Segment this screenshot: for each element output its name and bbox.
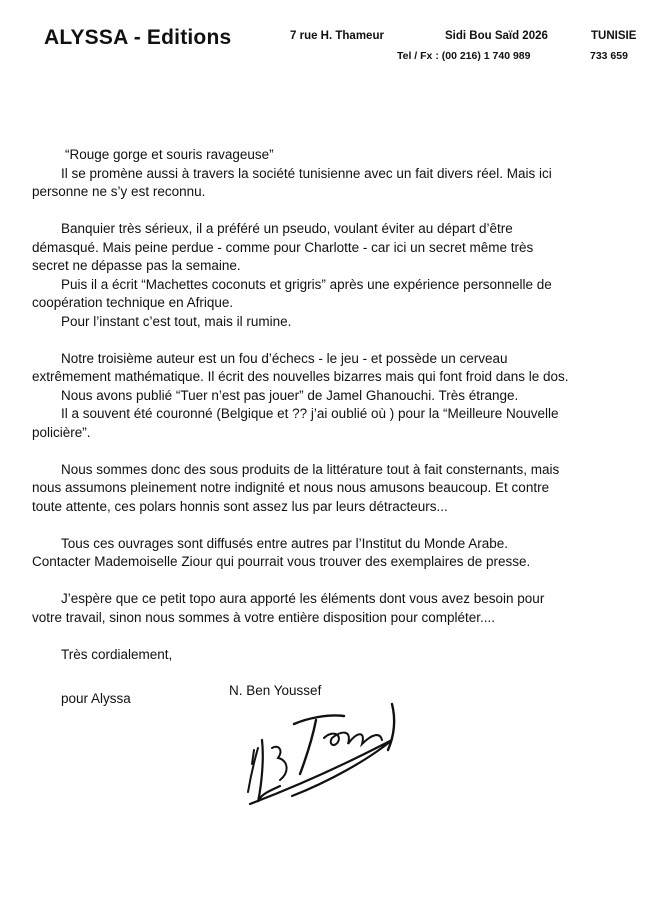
handwritten-signature xyxy=(232,700,412,820)
body-line: Puis il a écrit “Machettes coconuts et grigris” après une expérience personnelle de xyxy=(61,276,552,292)
body-line: Nous avons publié “Tuer n’est pas jouer” de Jamel Ghanouchi. Très étrange. xyxy=(61,387,519,403)
letterhead-city: Sidi Bou Saïd 2026 xyxy=(445,30,548,42)
letterhead-address: 7 rue H. Thameur xyxy=(290,30,384,42)
body-line: Contacter Mademoiselle Ziour qui pourrait vous trouver des exemplaires de presse. xyxy=(32,554,531,569)
letterhead-fax-second: 733 659 xyxy=(590,50,628,62)
body-line: Nous sommes donc des sous produits de la littérature tout à fait consternants, mais xyxy=(61,461,560,477)
body-line: Banquier très sérieux, il a préféré un pseudo, voulant éviter au départ d’être xyxy=(61,221,513,236)
body-line: démasqué. Mais peine perdue - comme pour Charlotte - car ici un secret même très xyxy=(32,239,534,255)
body-line: nous assumons pleinement notre indignité et nous nous amusons beaucoup. Et contre xyxy=(32,480,550,495)
body-line: Il a souvent été couronné (Belgique et ?? j’ai oublié où ) pour la “Meilleure Nouvelle xyxy=(61,406,559,421)
body-line: personne ne s’y est reconnu. xyxy=(32,184,206,199)
body-line: toute attente, ces polars honnis sont assez lus par leurs détracteurs... xyxy=(32,498,448,514)
body-line: policière”. xyxy=(32,424,91,440)
letterhead-country: TUNISIE xyxy=(591,30,637,42)
body-line: J’espère que ce petit topo aura apporté les éléments dont vous avez besoin pour xyxy=(61,591,545,606)
letterhead-brand: ALYSSA - Editions xyxy=(44,26,232,49)
letter-body xyxy=(32,146,660,664)
body-line: secret ne dépasse pas la semaine. xyxy=(32,258,241,273)
body-line: extrêmement mathématique. Il écrit des nouvelles bizarres mais qui font froid dans le dos. xyxy=(32,369,569,384)
signature-name: N. Ben Youssef xyxy=(229,683,322,698)
body-line: coopération technique en Afrique. xyxy=(32,295,234,310)
signature-company: pour Alyssa xyxy=(61,691,131,706)
body-line: Pour l’instant c’est tout, mais il rumine. xyxy=(61,313,292,329)
body-line: Notre troisième auteur est un fou d’échecs - le jeu - et possède un cerveau xyxy=(61,350,508,366)
closing-line: Très cordialement, xyxy=(61,646,173,662)
body-line: “Rouge gorge et souris ravageuse” xyxy=(65,147,274,162)
body-line: Il se promène aussi à travers la société tunisienne avec un fait divers réel. Mais ici xyxy=(61,165,552,181)
body-line: votre travail, sinon nous sommes à votre entière disposition pour compléter.... xyxy=(32,609,495,625)
letterhead-tel-fax: Tel / Fx : (00 216) 1 740 989 xyxy=(397,50,531,62)
body-line: Tous ces ouvrages sont diffusés entre autres par l’Institut du Monde Arabe. xyxy=(61,535,509,551)
